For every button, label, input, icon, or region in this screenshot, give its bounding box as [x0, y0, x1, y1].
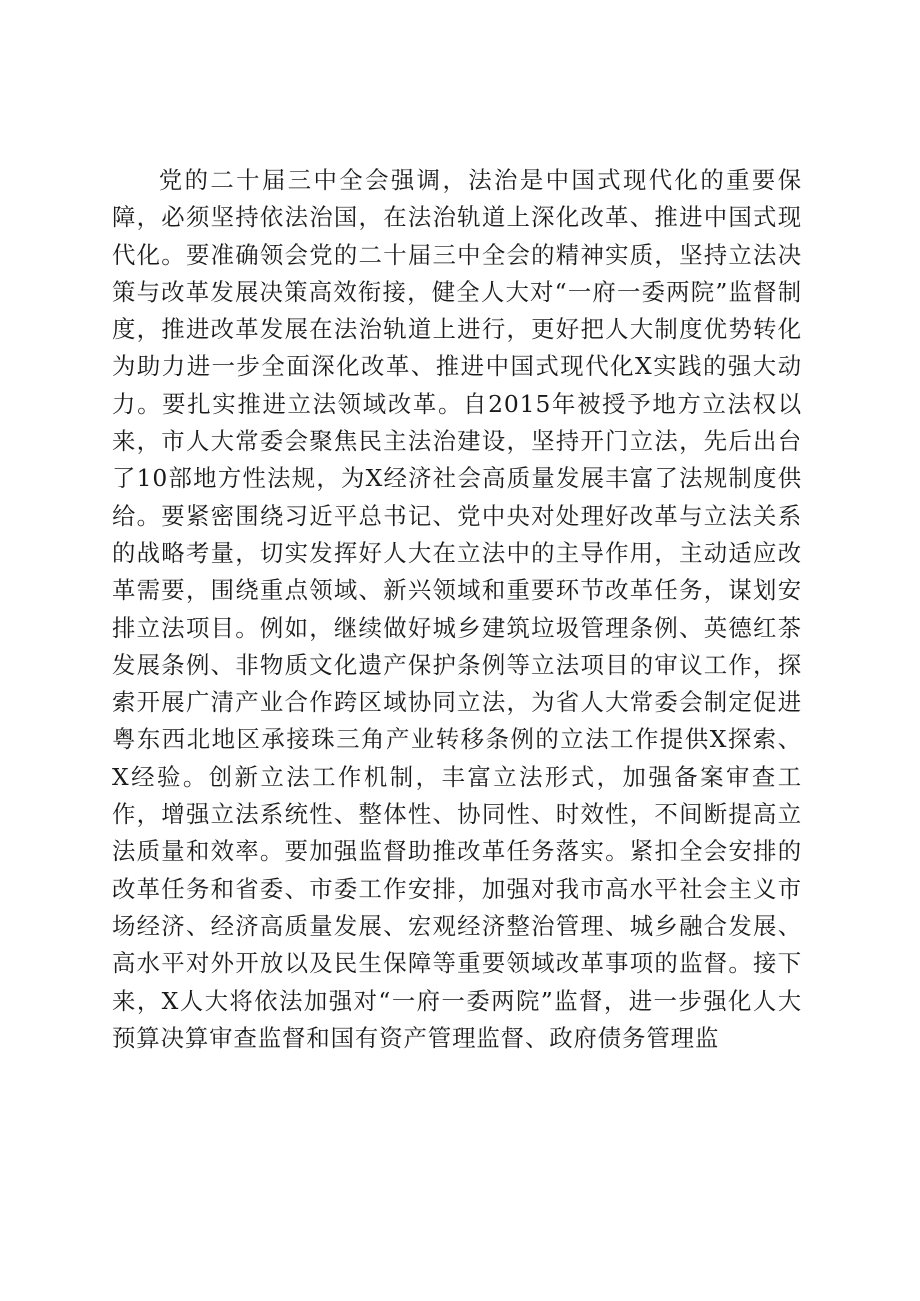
body-paragraph: 党的二十届三中全会强调，法治是中国式现代化的重要保障，必须坚持依法治国，在法治轨道上深化改革、推进中国式现代化。要准确领会党的二十届三中全会的精神实质，坚持立法决策与改革发展决策高效衔接，健全人大对“一府一委两院”监督制度，推进改革发展在法治轨道上进行，更好把人大制度优势转化为助力进一步全面深化改革、推进中国式现代化X实践的强大动力。要扎实推进立法领域改革。自2015年被授予地方立法权以来，市人大常委会聚焦民主法治建设，坚持开门立法，先后出台了10部地方性法规，为X经济社会高质量发展丰富了法规制度供给。要紧密围绕习近平总书记、党中央对处理好改革与立法关系的战略考量，切实发挥好人大在立法中的主导作用，主动适应改革需要，围绕重点领域、新兴领域和重要环节改革任务，谋划安排立法项目。例如，继续做好城乡建筑垃圾管理条例、英德红茶发展条例、非物质文化遗产保护条例等立法项目的审议工作，探索开展广清产业合作跨区域协同立法，为省人大常委会制定促进粤东西北地区承接珠三角产业转移条例的立法工作提供X探索、X经验。创新立法工作机制，丰富立法形式，加强备案审查工作，增强立法系统性、整体性、协同性、时效性，不间断提高立法质量和效率。要加强监督助推改革任务落实。紧扣全会安排的改革任务和省委、市委工作安排，加强对我市高水平社会主义市场经济、经济高质量发展、宏观经济整治管理、城乡融合发展、高水平对外开放以及民生保障等重要领域改革事项的监督。接下来，X人大将依法加强对“一府一委两院”监督，进一步强化人大预算决算审查监督和国有资产管理监督、政府债务管理监	[112, 166, 802, 1052]
